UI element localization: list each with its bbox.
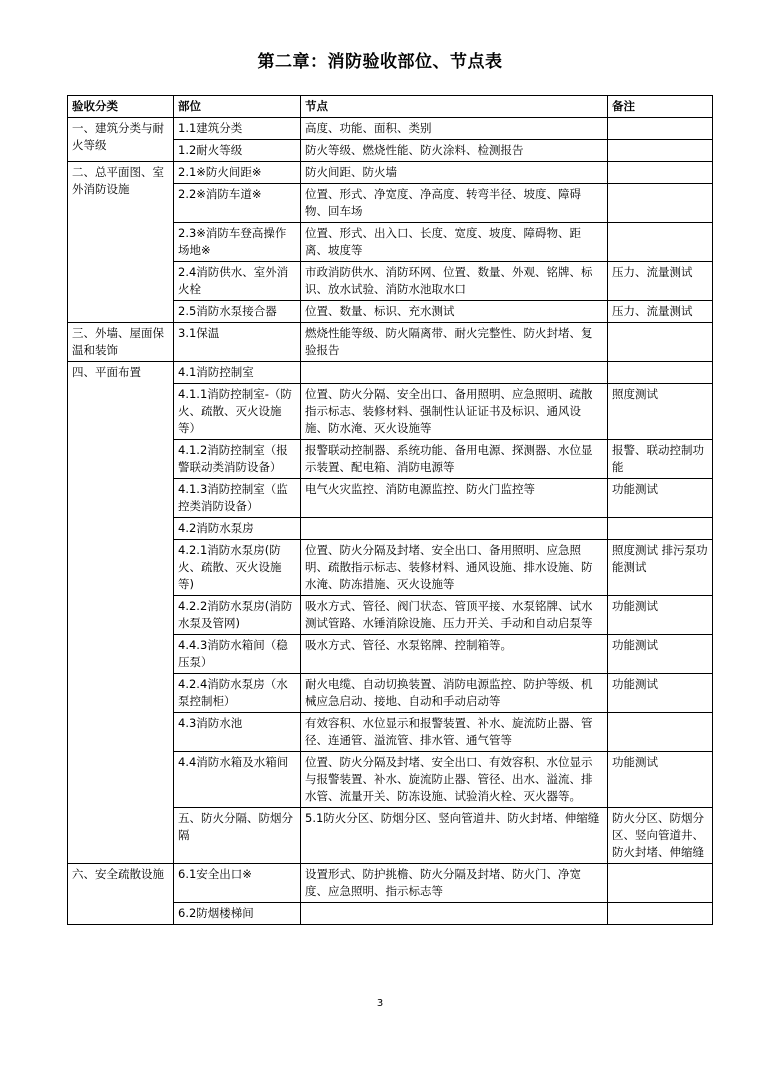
part-cell: 2.2※消防车道※ (174, 184, 301, 223)
part-cell: 4.4消防水箱及水箱间 (174, 752, 301, 808)
note-cell: 照度测试 (608, 384, 713, 440)
note-cell (608, 118, 713, 140)
note-cell: 功能测试 (608, 635, 713, 674)
part-cell: 4.2.2消防水泵房(消防水泵及管网) (174, 596, 301, 635)
part-cell: 4.3消防水池 (174, 713, 301, 752)
node-cell: 有效容积、水位显示和报警装置、补水、旋流防止器、管径、连通管、溢流管、排水管、通气管等 (301, 713, 608, 752)
node-cell: 防火分区、防烟分区、竖向管道井、防火封堵、伸缩缝 (608, 808, 713, 864)
table-row (68, 118, 713, 140)
note-cell: 压力、流量测试 (608, 301, 713, 323)
note-cell (608, 184, 713, 223)
part-cell: 6.2防烟楼梯间 (174, 903, 301, 925)
category-cell: 二、总平面图、室外消防设施 (68, 162, 174, 323)
part-cell: 4.1.2消防控制室（报警联动类消防设备） (174, 440, 301, 479)
part-cell: 2.1※防火间距※ (174, 162, 301, 184)
part-cell: 5.1防火分区、防烟分区、竖向管道井、防火封堵、伸缩缝 (301, 808, 608, 864)
note-cell (608, 362, 713, 384)
note-cell (608, 518, 713, 540)
node-cell: 位置、数量、标识、充水测试 (301, 301, 608, 323)
page-number: 3 (376, 998, 384, 1009)
node-cell: 设置形式、防护挑檐、防火分隔及封堵、防火门、净宽度、应急照明、指示标志等 (301, 864, 608, 903)
node-cell: 吸水方式、管径、水泵铭牌、控制箱等。 (301, 635, 608, 674)
node-cell: 电气火灾监控、消防电源监控、防火门监控等 (301, 479, 608, 518)
node-cell: 防火等级、燃烧性能、防火涂料、检测报告 (301, 140, 608, 162)
header-category: 验收分类 (68, 96, 174, 118)
table-row (68, 162, 713, 184)
acceptance-table (67, 95, 713, 925)
node-cell: 位置、形式、净宽度、净高度、转弯半径、坡度、障碍物、回车场 (301, 184, 608, 223)
part-cell: 1.2耐火等级 (174, 140, 301, 162)
part-cell: 2.4消防供水、室外消火栓 (174, 262, 301, 301)
note-cell: 功能测试 (608, 674, 713, 713)
part-cell: 4.1消防控制室 (174, 362, 301, 384)
node-cell: 吸水方式、管径、阀门状态、管顶平接、水泵铭牌、试水测试管路、水锤消除设施、压力开关、手动和自动启泵等 (301, 596, 608, 635)
table-row (68, 323, 713, 362)
node-cell: 燃烧性能等级、防火隔离带、耐火完整性、防火封堵、复验报告 (301, 323, 608, 362)
part-cell: 6.1安全出口※ (174, 864, 301, 903)
part-cell: 3.1保温 (174, 323, 301, 362)
part-cell: 4.4.3消防水箱间（稳压泵） (174, 635, 301, 674)
category-cell: 四、平面布置 (68, 362, 174, 864)
part-cell: 2.5消防水泵接合器 (174, 301, 301, 323)
note-cell: 功能测试 (608, 752, 713, 808)
part-cell: 4.2.4消防水泵房（水泵控制柜） (174, 674, 301, 713)
node-cell (301, 518, 608, 540)
node-cell: 防火间距、防火墙 (301, 162, 608, 184)
category-cell: 三、外墙、屋面保温和装饰 (68, 323, 174, 362)
table-body (68, 118, 713, 925)
category-cell: 六、安全疏散设施 (68, 864, 174, 925)
note-cell: 照度测试 排污泵功能测试 (608, 540, 713, 596)
header-node: 节点 (301, 96, 608, 118)
node-cell: 市政消防供水、消防环网、位置、数量、外观、铭牌、标识、放水试验、消防水池取水口 (301, 262, 608, 301)
table-row (68, 362, 713, 384)
note-cell (608, 140, 713, 162)
table-row (68, 864, 713, 903)
node-cell: 位置、形式、出入口、长度、宽度、坡度、障碍物、距离、坡度等 (301, 223, 608, 262)
note-cell (608, 864, 713, 903)
note-cell: 压力、流量测试 (608, 262, 713, 301)
part-cell: 4.2.1消防水泵房(防火、疏散、灭火设施等) (174, 540, 301, 596)
note-cell: 功能测试 (608, 596, 713, 635)
node-cell: 位置、防火分隔及封堵、安全出口、有效容积、水位显示与报警装置、补水、旋流防止器、管径、出水、溢流、排水管、流量开关、防冻设施、试验消火栓、灭火器等。 (301, 752, 608, 808)
header-note: 备注 (608, 96, 713, 118)
page-title: 第二章：消防验收部位、节点表 (257, 52, 503, 72)
category-cell: 一、建筑分类与耐火等级 (68, 118, 174, 162)
note-cell (608, 323, 713, 362)
node-cell: 位置、防火分隔及封堵、安全出口、备用照明、应急照明、疏散指示标志、装修材料、通风设施、排水设施、防水淹、防冻措施、灭火设施等 (301, 540, 608, 596)
table-header-row (68, 96, 713, 118)
note-cell (608, 223, 713, 262)
part-cell: 2.3※消防车登高操作场地※ (174, 223, 301, 262)
node-cell (301, 362, 608, 384)
note-cell (608, 903, 713, 925)
part-cell: 1.1建筑分类 (174, 118, 301, 140)
node-cell (301, 903, 608, 925)
part-cell: 4.1.1消防控制室-（防火、疏散、灭火设施等） (174, 384, 301, 440)
note-cell (608, 713, 713, 752)
category-cell: 五、防火分隔、防烟分隔 (174, 808, 301, 864)
note-cell: 功能测试 (608, 479, 713, 518)
part-cell: 4.1.3消防控制室（监控类消防设备） (174, 479, 301, 518)
node-cell: 位置、防火分隔、安全出口、备用照明、应急照明、疏散指示标志、装修材料、强制性认证证书及标识、通风设施、防水淹、灭火设施等 (301, 384, 608, 440)
header-part: 部位 (174, 96, 301, 118)
note-cell (608, 162, 713, 184)
node-cell: 耐火电缆、自动切换装置、消防电源监控、防护等级、机械应急启动、接地、自动和手动启动等 (301, 674, 608, 713)
note-cell: 报警、联动控制功能 (608, 440, 713, 479)
node-cell: 高度、功能、面积、类别 (301, 118, 608, 140)
node-cell: 报警联动控制器、系统功能、备用电源、探测器、水位显示装置、配电箱、消防电源等 (301, 440, 608, 479)
part-cell: 4.2消防水泵房 (174, 518, 301, 540)
